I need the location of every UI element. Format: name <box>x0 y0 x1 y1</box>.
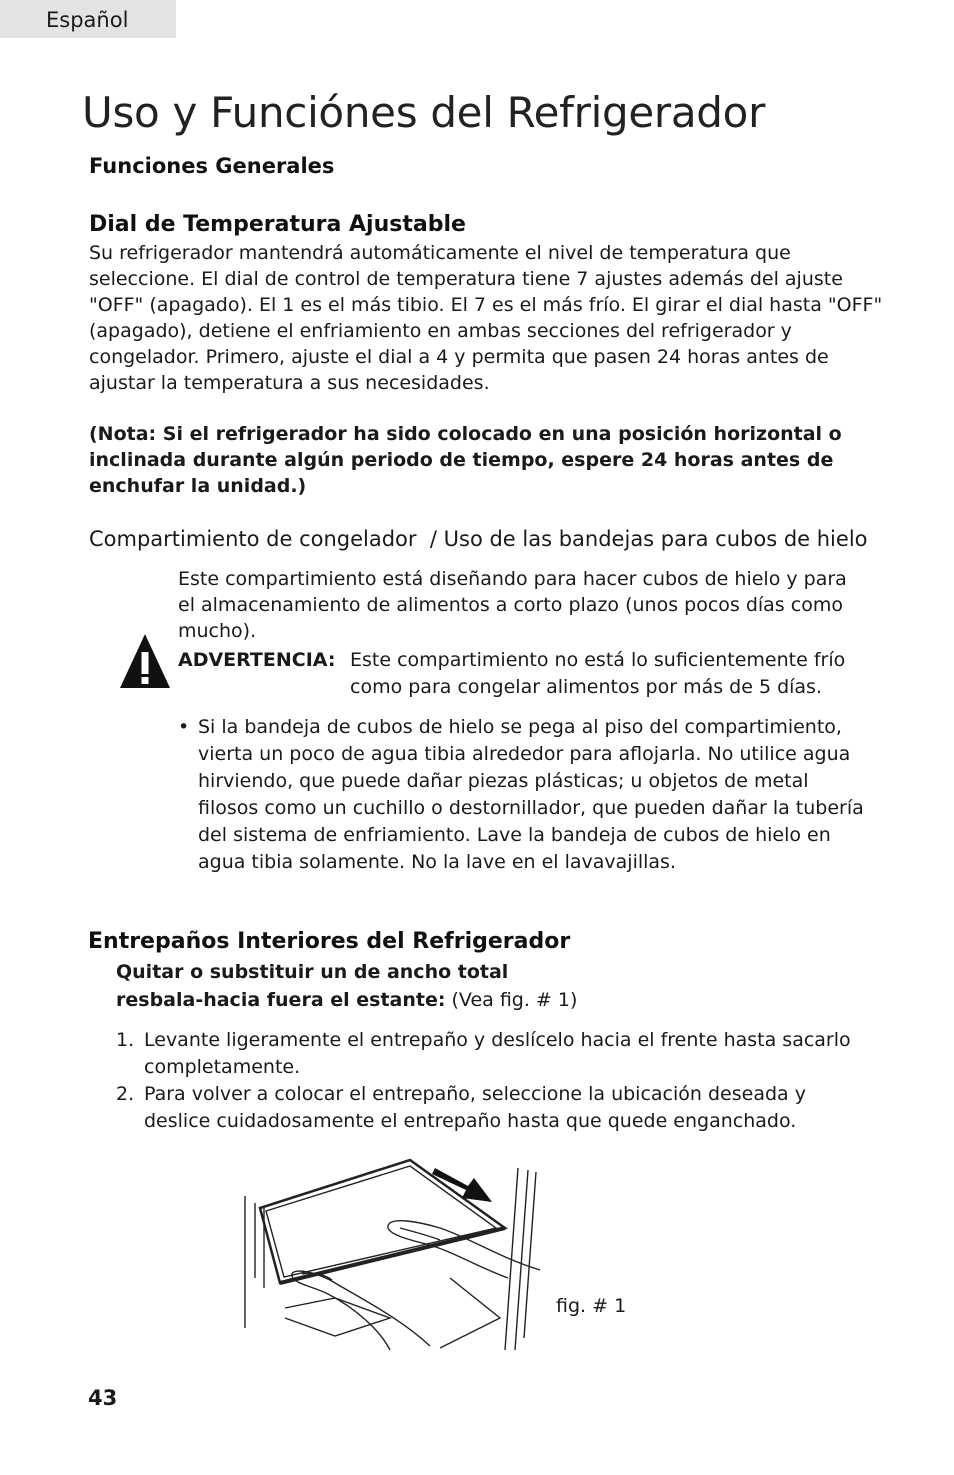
shelf-removal-subheading <box>116 958 577 1014</box>
shelf-steps-list <box>116 1027 856 1135</box>
freezer-heading: Compartimiento de congelador / Uso de las bandejas para cubos de hielo <box>89 527 868 551</box>
temperature-dial-text: Su refrigerador mantendrá automáticamente el nivel de temperatura que seleccione. El dial de control de temperatura tiene 7 ajustes además del ajuste "OFF" (apagado). El 1 es el más tibio. El 7 es el más frío. El girar el dial hasta "OFF" (apagado), detiene el enfriamiento en ambas secciones del refrigerador y congelador. Primero, ajuste el dial a 4 y permita que pasen 24 horas antes de ajustar la temperatura a sus necesidades. <box>89 242 883 394</box>
temperature-dial-heading: Dial de Temperatura Ajustable <box>89 212 466 237</box>
shelf-subheading-line-1: Quitar o substituir un de ancho total <box>116 961 509 983</box>
warning-line-1: Este compartimiento no está lo suficientemente frío <box>350 649 846 671</box>
general-functions-heading: Funciones Generales <box>89 154 335 178</box>
shelf-removal-illustration <box>240 1158 560 1350</box>
list-item <box>116 1081 856 1135</box>
step-text: Levante ligeramente el entrepaño y deslícelo hacia el frente hasta sacarlo completamente. <box>144 1029 851 1078</box>
ice-tray-bullet-text: Si la bandeja de cubos de hielo se pega al piso del compartimiento, vierta un poco de agua tibia alrededor para aflojarla. No utilice agua hirviendo, que puede dañar piezas plásticas; u objetos de metal filosos como un cuchillo o destornillador, que pueden dañar la tubería del sistema de enfriamiento. Lave la bandeja de cubos de hielo en agua tibia solamente. No la lave en el lavavajillas. <box>198 716 864 873</box>
shelf-subheading-line-2: resbala-hacia fuera el estante: <box>116 989 446 1011</box>
warning-label: ADVERTENCIA: <box>178 649 336 671</box>
freezer-intro: Este compartimiento está diseñando para hacer cubos de hielo y para el almacenamiento de alimentos a corto plazo (unos pocos días como mucho). <box>178 568 847 642</box>
step-text: Para volver a colocar el entrepaño, seleccione la ubicación deseada y deslice cuidadosamente el entrepaño hasta que quede enganchado. <box>144 1083 806 1132</box>
interior-shelves-heading: Entrepaños Interiores del Refrigerador <box>88 929 571 954</box>
warning-icon <box>118 632 172 690</box>
bullet-mark: • <box>178 716 190 738</box>
warning-line-2: como para congelar alimentos por más de 5 días. <box>350 676 822 698</box>
figure-caption: fig. # 1 <box>556 1295 627 1317</box>
warning-block <box>178 647 878 698</box>
step-number: 2. <box>116 1083 135 1105</box>
list-item <box>116 1027 856 1081</box>
placement-note: (Nota: Si el refrigerador ha sido colocado en una posición horizontal o inclinada durante algún periodo de tiempo, espere 24 horas antes de enchufar la unidad.) <box>89 423 842 497</box>
page-title: Uso y Funciónes del Refrigerador <box>82 88 766 137</box>
language-tab: Español <box>0 0 176 38</box>
step-number: 1. <box>116 1029 135 1051</box>
page-number: 43 <box>88 1386 118 1410</box>
figure-reference: (Vea fig. # 1) <box>445 989 578 1011</box>
